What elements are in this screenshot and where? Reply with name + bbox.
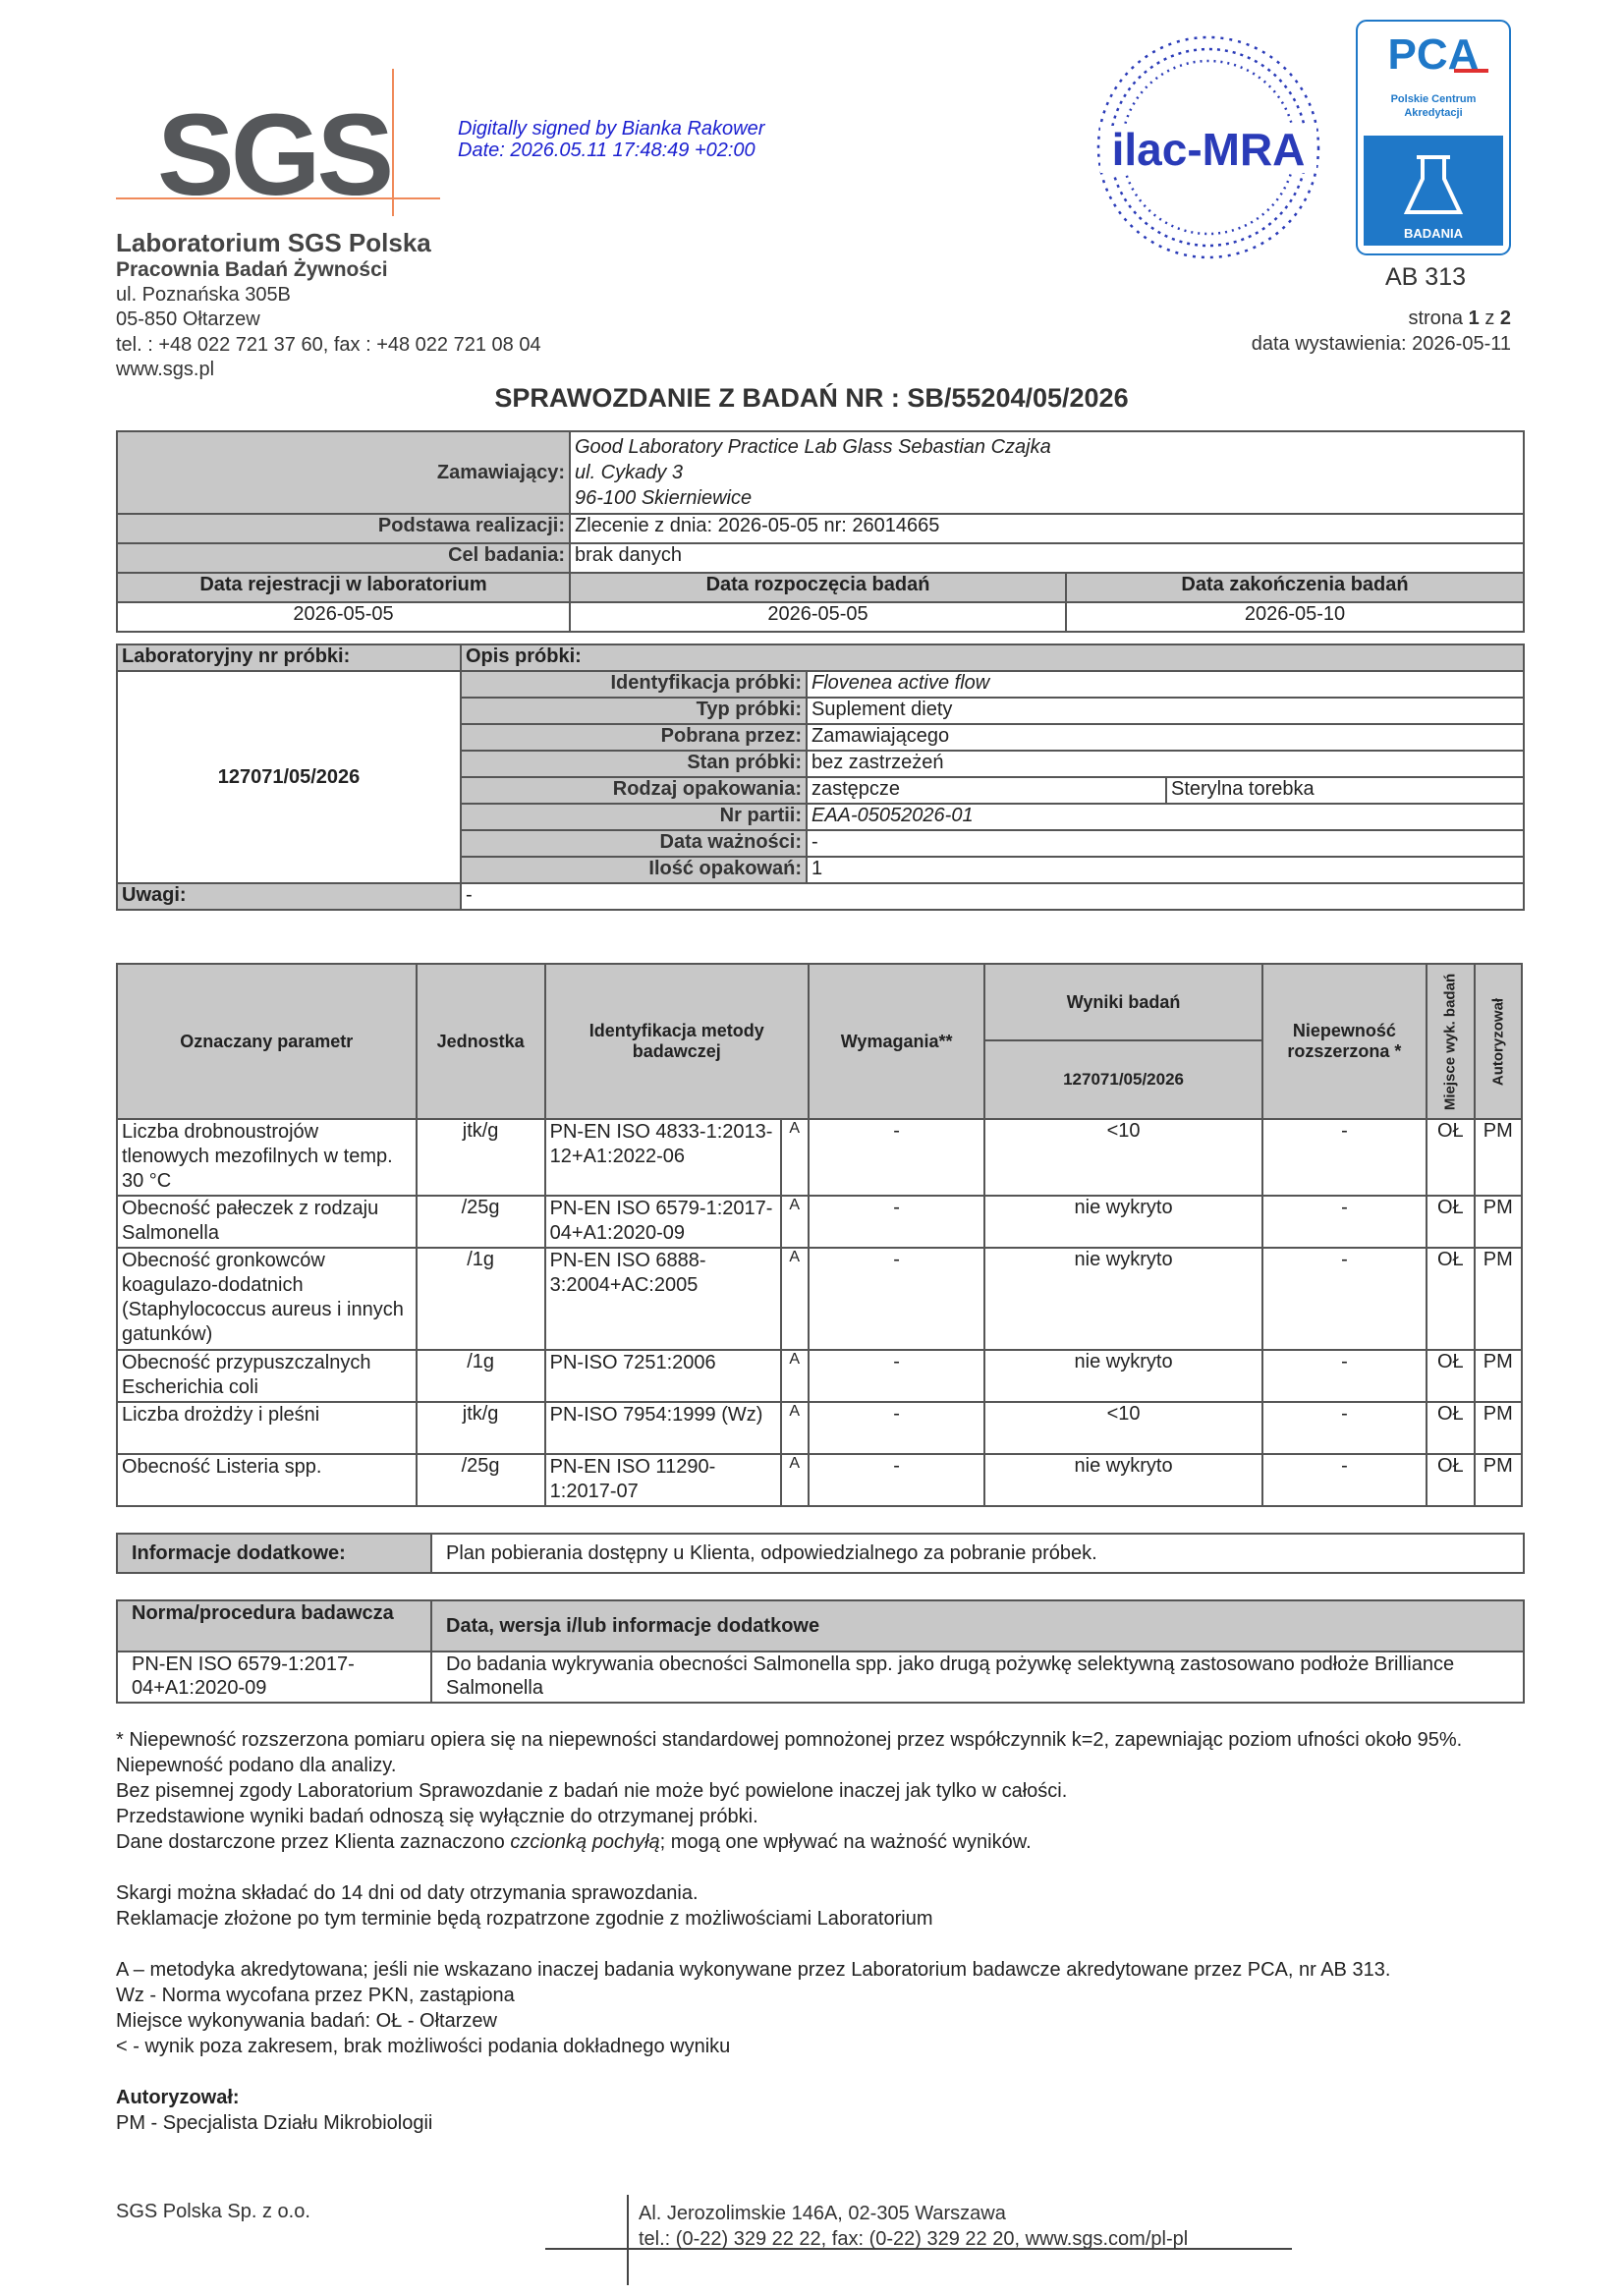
end-date: 2026-05-10: [1066, 602, 1524, 632]
col-header-place-text: Miejsce wyk. badań: [1441, 973, 1459, 1110]
pca-logo-subtitle-2: Akredytacji: [1404, 107, 1463, 119]
result-accreditation: A: [781, 1402, 809, 1454]
result-requirement: -: [809, 1119, 985, 1196]
legend-place: Miejsce wykonywania badań: OŁ - Ołtarzew: [116, 2010, 497, 2032]
result-method: PN-ISO 7251:2006: [545, 1350, 781, 1402]
result-place: OŁ: [1427, 1196, 1474, 1248]
result-row: [117, 1350, 1522, 1402]
result-uncertainty: -: [1262, 1196, 1427, 1248]
result-unit: jtk/g: [417, 1402, 545, 1454]
sample-state-value: bez zastrzeżeń: [807, 751, 1524, 777]
batch-value: EAA-05052026-01: [807, 804, 1524, 830]
sample-state-label: Stan próbki:: [461, 751, 807, 777]
page-label: strona: [1408, 308, 1464, 329]
page-total: 2: [1499, 308, 1511, 329]
result-uncertainty: -: [1262, 1402, 1427, 1454]
result-value: <10: [984, 1119, 1261, 1196]
registration-date: 2026-05-05: [117, 602, 570, 632]
order-table: [116, 430, 1525, 633]
additional-info-label: Informacje dodatkowe:: [117, 1534, 431, 1573]
accreditation-number: AB 313: [1385, 263, 1467, 291]
col-header-method: Identyfikacja metody badawczej: [545, 964, 809, 1119]
result-value: nie wykryto: [984, 1196, 1261, 1248]
result-authorized: PM: [1475, 1119, 1522, 1196]
sample-taken-label: Pobrana przez:: [461, 724, 807, 751]
sample-type-value: Suplement diety: [807, 698, 1524, 724]
result-value: nie wykryto: [984, 1350, 1261, 1402]
result-parameter: Obecność przypuszczalnych Escherichia coli: [117, 1350, 417, 1402]
result-value: <10: [984, 1402, 1261, 1454]
result-method: PN-EN ISO 4833-1:2013-12+A1:2022-06: [545, 1119, 781, 1196]
sample-taken-value: Zamawiającego: [807, 724, 1524, 751]
start-date-header: Data rozpoczęcia badań: [570, 573, 1066, 602]
result-row: [117, 1454, 1522, 1506]
end-date-header: Data zakończenia badań: [1066, 573, 1524, 602]
purpose-label: Cel badania:: [117, 543, 570, 573]
col-header-results: Wyniki badań: [984, 964, 1261, 1040]
result-unit: /25g: [417, 1196, 545, 1248]
package-count-label: Ilość opakowań:: [461, 857, 807, 883]
footer-address: Al. Jerozolimskie 146A, 02-305 Warszawa: [639, 2203, 1006, 2224]
signature-name: Digitally signed by Bianka Rakower: [458, 118, 765, 140]
sample-id-label: Identyfikacja próbki:: [461, 671, 807, 698]
sample-desc-label: Opis próbki:: [461, 644, 1524, 671]
packaging-extra: Sterylna torebka: [1166, 777, 1524, 804]
result-parameter: Liczba drobnoustrojów tlenowych mezofilnych w temp. 30 °C: [117, 1119, 417, 1196]
result-authorized: PM: [1475, 1350, 1522, 1402]
pca-logo-subtitle-1: Polskie Centrum: [1390, 93, 1477, 105]
remarks-value: -: [461, 883, 1524, 910]
lab-department: Pracownia Badań Żywności: [116, 258, 388, 281]
page-current: 1: [1468, 308, 1480, 329]
sgs-logo-text: SGS: [157, 90, 391, 216]
purpose-value: brak danych: [570, 543, 1524, 573]
batch-label: Nr partii:: [461, 804, 807, 830]
client-data-note: Dane dostarczone przez Klienta zaznaczono czcionką pochyłą; mogą one wpływać na ważność wyników.: [116, 1831, 1032, 1853]
pca-logo: [1356, 20, 1511, 255]
authorized-label: Autoryzował:: [116, 2087, 240, 2108]
lab-website: www.sgs.pl: [116, 359, 215, 380]
result-uncertainty: -: [1262, 1454, 1427, 1506]
lab-phone: tel. : +48 022 721 37 60, fax : +48 022 721 08 04: [116, 334, 541, 356]
digital-signature: [458, 118, 764, 161]
client-value: [570, 431, 1524, 514]
result-row: [117, 1402, 1522, 1454]
footer-divider-vertical: [627, 2195, 629, 2285]
col-header-authorized-text: Autoryzował: [1489, 997, 1507, 1086]
norm-value: PN-EN ISO 6579-1:2017-04+A1:2020-09: [117, 1652, 431, 1703]
footer-contact: tel.: (0-22) 329 22 22, fax: (0-22) 329 22 20, www.sgs.com/pl-pl: [639, 2228, 1189, 2250]
result-authorized: PM: [1475, 1402, 1522, 1454]
legend-accredited: A – metodyka akredytowana; jeśli nie wskazano inaczej badania wykonywane przez Laboratorium badawcze akredytowane przez PCA, nr AB 313.: [116, 1959, 1391, 1981]
complaints-note-2: Reklamacje złożone po tym terminie będą rozpatrzone zgodnie z możliwościami Laboratorium: [116, 1908, 933, 1930]
registration-date-header: Data rejestracji w laboratorium: [117, 573, 570, 602]
result-unit: jtk/g: [417, 1119, 545, 1196]
package-count-value: 1: [807, 857, 1524, 883]
result-row: [117, 1196, 1522, 1248]
col-header-parameter: Oznaczany parametr: [117, 964, 417, 1119]
result-accreditation: A: [781, 1119, 809, 1196]
result-place: OŁ: [1427, 1248, 1474, 1350]
result-method: PN-EN ISO 6579-1:2017-04+A1:2020-09: [545, 1196, 781, 1248]
client-name: Good Laboratory Practice Lab Glass Sebastian Czajka: [575, 436, 1051, 458]
result-parameter: Obecność pałeczek z rodzaju Salmonella: [117, 1196, 417, 1248]
legend-less-than: < - wynik poza zakresem, brak możliwości podania dokładnego wyniku: [116, 2036, 731, 2057]
expiry-label: Data ważności:: [461, 830, 807, 857]
footer-address-block: [639, 2201, 1188, 2252]
result-place: OŁ: [1427, 1454, 1474, 1506]
complaints-note: Skargi można składać do 14 dni od daty otrzymania sprawozdania.: [116, 1882, 699, 1904]
pca-logo-title: PCA: [1387, 30, 1480, 79]
page-separator: z: [1484, 308, 1495, 329]
result-method: PN-EN ISO 11290-1:2017-07: [545, 1454, 781, 1506]
results-table: [116, 963, 1523, 1507]
result-value: nie wykryto: [984, 1248, 1261, 1350]
result-place: OŁ: [1427, 1402, 1474, 1454]
result-requirement: -: [809, 1196, 985, 1248]
result-accreditation: A: [781, 1454, 809, 1506]
sample-table: [116, 644, 1525, 911]
col-header-requirements: Wymagania**: [809, 964, 985, 1119]
start-date: 2026-05-05: [570, 602, 1066, 632]
additional-info-value: Plan pobierania dostępny u Klienta, odpowiedzialnego za pobranie próbek.: [431, 1534, 1524, 1573]
result-accreditation: A: [781, 1248, 809, 1350]
result-parameter: Liczba drożdży i pleśni: [117, 1402, 417, 1454]
result-authorized: PM: [1475, 1196, 1522, 1248]
footer-company: SGS Polska Sp. z o.o.: [116, 2201, 310, 2222]
result-row: [117, 1248, 1522, 1350]
expiry-value: -: [807, 830, 1524, 857]
result-requirement: -: [809, 1350, 985, 1402]
result-accreditation: A: [781, 1196, 809, 1248]
authorized-value: PM - Specjalista Działu Mikrobiologii: [116, 2112, 433, 2134]
result-unit: /1g: [417, 1248, 545, 1350]
client-street: ul. Cykady 3: [575, 462, 684, 483]
signature-date: Date: 2026.05.11 17:48:49 +02:00: [458, 140, 756, 161]
result-requirement: -: [809, 1248, 985, 1350]
result-row: [117, 1119, 1522, 1196]
lab-no-label: Laboratoryjny nr próbki:: [117, 644, 461, 671]
client-city: 96-100 Skierniewice: [575, 487, 753, 509]
ilac-logo-text: ilac-MRA: [1111, 124, 1306, 175]
norm-info-header: Data, wersja i/lub informacje dodatkowe: [431, 1600, 1524, 1652]
result-method: PN-ISO 7954:1999 (Wz): [545, 1402, 781, 1454]
result-accreditation: A: [781, 1350, 809, 1402]
client-label: Zamawiający:: [117, 431, 570, 514]
ilac-mra-logo: [1091, 29, 1326, 265]
result-place: OŁ: [1427, 1119, 1474, 1196]
sample-id-value: Flovenea active flow: [807, 671, 1524, 698]
norm-table: [116, 1599, 1525, 1704]
result-parameter: Obecność Listeria spp.: [117, 1454, 417, 1506]
result-method: PN-EN ISO 6888-3:2004+AC:2005: [545, 1248, 781, 1350]
result-parameter: Obecność gronkowców koagulazo-dodatnich (Staphylococcus aureus i innych gatunków): [117, 1248, 417, 1350]
uncertainty-note: * Niepewność rozszerzona pomiaru opiera się na niepewności standardowej pomnożonej przez współczynnik k=2, zapewniając poziom ufności około 95%. Niepewność podano dla analizy.: [116, 1729, 1463, 1776]
norm-header: Norma/procedura badawcza: [117, 1600, 431, 1652]
norm-info-value: Do badania wykrywania obecności Salmonella spp. jako drugą pożywkę selektywną zastosowano podłoże Brilliance Salmonella: [431, 1652, 1524, 1703]
footnotes: [116, 1727, 1511, 2136]
result-uncertainty: -: [1262, 1248, 1427, 1350]
packaging-label: Rodzaj opakowania:: [461, 777, 807, 804]
result-place: OŁ: [1427, 1350, 1474, 1402]
packaging-value: zastępcze: [807, 777, 1166, 804]
basis-value: Zlecenie z dnia: 2026-05-05 nr: 26014665: [570, 514, 1524, 543]
copy-note: Bez pisemnej zgody Laboratorium Sprawozdanie z badań nie może być powielone inaczej jak tylko w całości.: [116, 1780, 1068, 1802]
issue-date: data wystawienia: 2026-05-11: [1251, 333, 1511, 355]
result-unit: /25g: [417, 1454, 545, 1506]
page-indicator: [1408, 308, 1511, 330]
lab-address-street: ul. Poznańska 305B: [116, 284, 291, 306]
col-header-unit: Jednostka: [417, 964, 545, 1119]
remarks-label: Uwagi:: [117, 883, 461, 910]
result-uncertainty: -: [1262, 1350, 1427, 1402]
sgs-logo: [116, 69, 440, 216]
col-header-sample-no: 127071/05/2026: [984, 1040, 1261, 1119]
col-header-place: [1427, 964, 1474, 1119]
report-title: SPRAWOZDANIE Z BADAŃ NR : SB/55204/05/2026: [494, 383, 1129, 413]
result-unit: /1g: [417, 1350, 545, 1402]
col-header-authorized: [1475, 964, 1522, 1119]
additional-info-table: [116, 1533, 1525, 1574]
pca-logo-badge: BADANIA: [1404, 226, 1463, 241]
result-value: nie wykryto: [984, 1454, 1261, 1506]
result-requirement: -: [809, 1402, 985, 1454]
lab-sample-number: 127071/05/2026: [117, 671, 461, 883]
result-uncertainty: -: [1262, 1119, 1427, 1196]
basis-label: Podstawa realizacji:: [117, 514, 570, 543]
col-header-uncertainty: Niepewność rozszerzona *: [1262, 964, 1427, 1119]
sample-type-label: Typ próbki:: [461, 698, 807, 724]
lab-name: Laboratorium SGS Polska: [116, 228, 431, 257]
legend-withdrawn: Wz - Norma wycofana przez PKN, zastąpiona: [116, 1985, 515, 2006]
result-requirement: -: [809, 1454, 985, 1506]
result-authorized: PM: [1475, 1454, 1522, 1506]
results-note: Przedstawione wyniki badań odnoszą się wyłącznie do otrzymanej próbki.: [116, 1806, 758, 1827]
result-authorized: PM: [1475, 1248, 1522, 1350]
lab-address-city: 05-850 Ołtarzew: [116, 308, 260, 330]
